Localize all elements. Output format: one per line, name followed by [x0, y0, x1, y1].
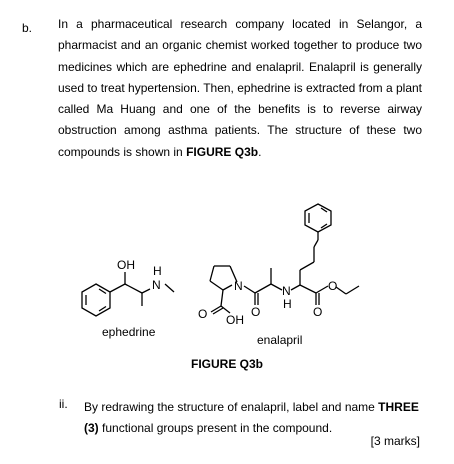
paragraph-end: .: [258, 144, 262, 159]
enalapril-amine-h-label: H: [283, 297, 292, 311]
question-label: b.: [22, 21, 33, 35]
enalapril-name-label: enalapril: [257, 333, 303, 347]
enalapril-amide-o-label: O: [251, 305, 261, 319]
enalapril-acid-o-label: O: [198, 307, 208, 321]
enalapril-ester-carbonyl-o-label: O: [313, 305, 323, 319]
enalapril-acid-oh-label: OH: [226, 313, 244, 327]
subquestion-emphasis: THREE (3): [84, 400, 419, 435]
enalapril-phenyl-ring: [305, 204, 331, 240]
subquestion-text-end: functional groups present in the compound.: [98, 421, 333, 435]
marks-label: [3 marks]: [370, 434, 420, 448]
enalapril-ring-n-label: N: [234, 279, 243, 293]
ephedrine-oh-label: OH: [117, 258, 135, 272]
ephedrine-n-label: N: [152, 278, 161, 292]
figure-caption: FIGURE Q3b: [190, 357, 263, 371]
subquestion-label: ii.: [59, 397, 68, 411]
ephedrine-name-label: ephedrine: [102, 325, 156, 339]
subquestion-text-start: By redrawing the structure of enalapril, label and name: [84, 400, 379, 414]
paragraph-text: In a pharmaceutical research company located in Selangor, a pharmacist and an organic chemist worked together to produce two medicines which are ephedrine and enalapril. Enalapril is generally used to treat hypertension. Then, ephedrine is extracted from a plant called Ma Huang and one of the benefits is to reverse airway obstruction among asthma patients. The structure of these two compounds is shown in: [58, 17, 422, 159]
subquestion-text: [84, 397, 424, 439]
ephedrine-h-label: H: [153, 264, 162, 278]
enalapril-ester-o-label: O: [328, 279, 338, 293]
enalapril-amine-n-label: N: [282, 284, 291, 298]
figure-reference: FIGURE Q3b: [186, 144, 259, 159]
